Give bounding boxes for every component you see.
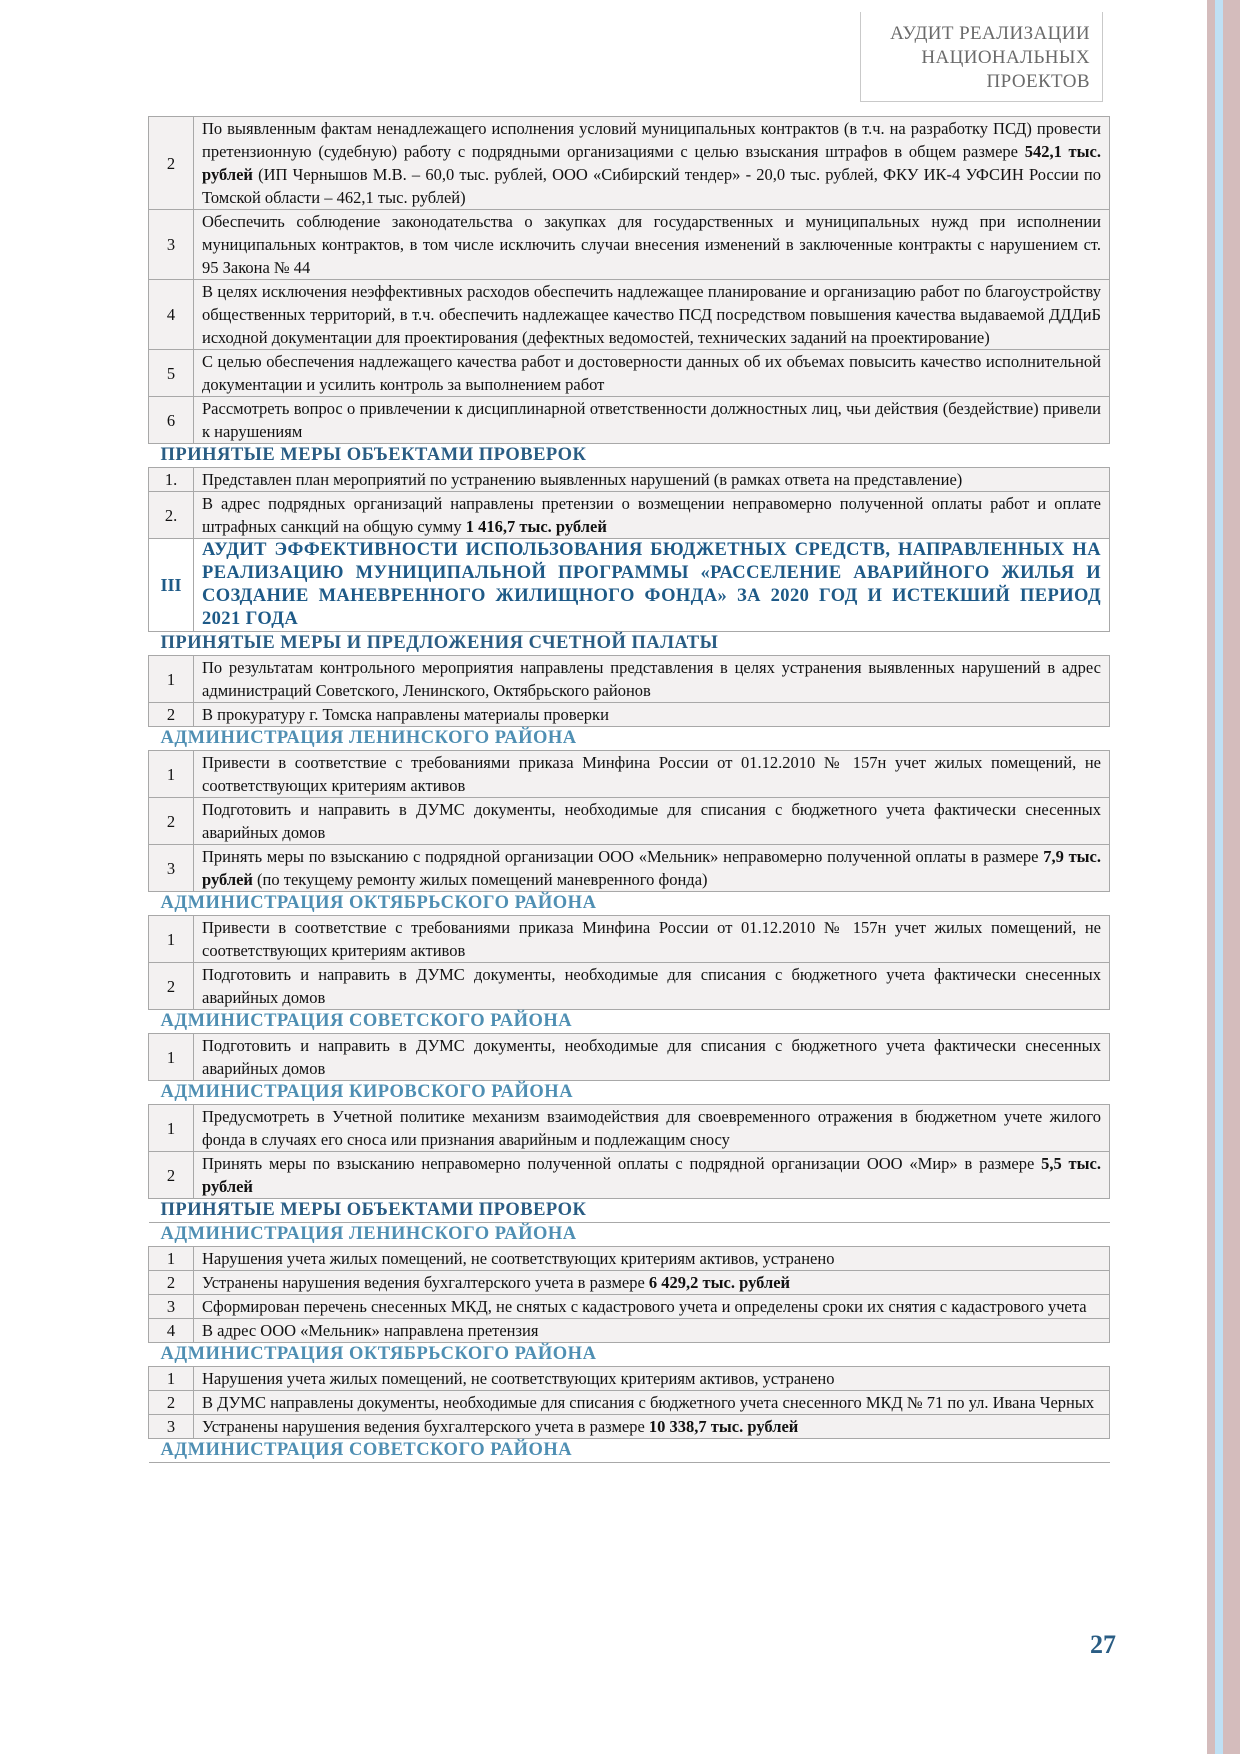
- table-row: [149, 1391, 1110, 1415]
- section-heading-text: ПРИНЯТЫЕ МЕРЫ ОБЪЕКТАМИ ПРОВЕРОК: [149, 444, 1110, 468]
- running-header-line: ПРОЕКТОВ: [986, 71, 1090, 92]
- row-text: Сформирован перечень снесенных МКД, не снятых с кадастрового учета и определены сроки их снятия с кадастрового учета: [194, 1295, 1110, 1319]
- row-text: По результатам контрольного мероприятия направлены представления в целях устранения выявленных нарушений в адрес администраций Советского, Ленинского, Октябрьского районов: [194, 656, 1110, 703]
- section-heading: [149, 727, 1110, 751]
- section-heading: [149, 1223, 1110, 1247]
- table-row: [149, 1271, 1110, 1295]
- row-number: 1: [149, 1105, 194, 1152]
- row-text: Подготовить и направить в ДУМС документы, необходимые для списания с бюджетного учета фактически снесенных аварийных домов: [194, 798, 1110, 845]
- major-section-title: АУДИТ ЭФФЕКТИВНОСТИ ИСПОЛЬЗОВАНИЯ БЮДЖЕТНЫХ СРЕДСТВ, НАПРАВЛЕННЫХ НА РЕАЛИЗАЦИЮ МУНИЦИПАЛЬНОЙ ПРОГРАММЫ «РАССЕЛЕНИЕ АВАРИЙНОГО ЖИЛЬЯ И СОЗДАНИЕ МАНЕВРЕННОГО ЖИЛИЩНОГО ФОНДА» ЗА 2020 ГОД И ИСТЕКШИЙ ПЕРИОД 2021 ГОДА: [194, 539, 1110, 632]
- text-part: Устранены нарушения ведения бухгалтерского учета в размере: [202, 1417, 649, 1436]
- section-heading: [149, 892, 1110, 916]
- row-text: Нарушения учета жилых помещений, не соответствующих критериям активов, устранено: [194, 1247, 1110, 1271]
- table-row: [149, 1105, 1110, 1152]
- running-header-line: АУДИТ РЕАЛИЗАЦИИ: [890, 23, 1090, 44]
- section-heading-text: АДМИНИСТРАЦИЯ СОВЕТСКОГО РАЙОНА: [149, 1010, 1110, 1034]
- section-heading-text: АДМИНИСТРАЦИЯ ОКТЯБРЬСКОГО РАЙОНА: [149, 892, 1110, 916]
- table-row: [149, 1034, 1110, 1081]
- row-number: 3: [149, 1295, 194, 1319]
- row-number: 6: [149, 397, 194, 444]
- row-text: Привести в соответствие с требованиями приказа Минфина России от 01.12.2010 № 157н учет жилых помещений, не соответствующих критериям активов: [194, 751, 1110, 798]
- table-row: [149, 916, 1110, 963]
- table-row: [149, 1367, 1110, 1391]
- section-heading-text: АДМИНИСТРАЦИЯ СОВЕТСКОГО РАЙОНА: [149, 1439, 1110, 1463]
- text-part: По выявленным фактам ненадлежащего исполнения условий муниципальных контрактов (в т.ч. на разработку ПСД) провести претензионную (судебную) работу с подрядными организациями с целью взыскания штрафов в общем размере: [202, 119, 1101, 161]
- text-part: Принять меры по взысканию с подрядной организации ООО «Мельник» неправомерно полученной оплаты в размере: [202, 847, 1044, 866]
- row-number: 2: [149, 1152, 194, 1199]
- running-header-line: НАЦИОНАЛЬНЫХ: [921, 47, 1090, 68]
- row-number: 2: [149, 1271, 194, 1295]
- row-number: 1.: [149, 468, 194, 492]
- table-row: [149, 751, 1110, 798]
- major-section-row: [149, 539, 1110, 632]
- table-row: [149, 468, 1110, 492]
- text-part: Устранены нарушения ведения бухгалтерского учета в размере: [202, 1273, 649, 1292]
- table-row: [149, 1152, 1110, 1199]
- row-text: В ДУМС направлены документы, необходимые для списания с бюджетного учета снесенного МКД № 71 по ул. Ивана Черных: [194, 1391, 1110, 1415]
- section-heading-text: АДМИНИСТРАЦИЯ ЛЕНИНСКОГО РАЙОНА: [149, 1223, 1110, 1247]
- table-row: [149, 963, 1110, 1010]
- section-heading-text: АДМИНИСТРАЦИЯ ЛЕНИНСКОГО РАЙОНА: [149, 727, 1110, 751]
- table-row: [149, 210, 1110, 280]
- row-number: 1: [149, 916, 194, 963]
- table-row: [149, 397, 1110, 444]
- row-number: 1: [149, 751, 194, 798]
- table-row: [149, 492, 1110, 539]
- text-part: (по текущему ремонту жилых помещений маневренного фонда): [252, 870, 708, 889]
- measures-table: [148, 116, 1110, 1463]
- page-number: 27: [1090, 1630, 1116, 1659]
- row-text: [194, 1152, 1110, 1199]
- row-number: 2: [149, 1391, 194, 1415]
- row-number: 4: [149, 1319, 194, 1343]
- row-text: [194, 1271, 1110, 1295]
- table-row: [149, 1295, 1110, 1319]
- page-edge-stripe: [1207, 0, 1240, 1754]
- running-header: [860, 12, 1103, 102]
- row-text: [194, 117, 1110, 210]
- table-row: [149, 703, 1110, 727]
- text-part: В адрес подрядных организаций направлены претензии о возмещении неправомерно полученной оплаты работ и оплате штрафных санкций на общую сумму: [202, 494, 1101, 536]
- row-number: 1: [149, 1034, 194, 1081]
- row-number: 3: [149, 210, 194, 280]
- row-number: 1: [149, 656, 194, 703]
- row-text: В прокуратуру г. Томска направлены материалы проверки: [194, 703, 1110, 727]
- table-row: [149, 845, 1110, 892]
- row-text: Нарушения учета жилых помещений, не соответствующих критериям активов, устранено: [194, 1367, 1110, 1391]
- row-text: Представлен план мероприятий по устранению выявленных нарушений (в рамках ответа на представление): [194, 468, 1110, 492]
- section-heading-text: ПРИНЯТЫЕ МЕРЫ И ПРЕДЛОЖЕНИЯ СЧЕТНОЙ ПАЛАТЫ: [149, 632, 1110, 656]
- row-text: [194, 1415, 1110, 1439]
- major-section-number: III: [149, 539, 194, 632]
- row-text: С целью обеспечения надлежащего качества работ и достоверности данных об их объемах повысить качество исполнительной документации и усилить контроль за выполнением работ: [194, 350, 1110, 397]
- row-text: Рассмотреть вопрос о привлечении к дисциплинарной ответственности должностных лиц, чьи действия (бездействие) привели к нарушениям: [194, 397, 1110, 444]
- page-edge-stripe-inner: [1215, 0, 1223, 1754]
- row-number: 1: [149, 1367, 194, 1391]
- row-number: 2.: [149, 492, 194, 539]
- table-row: [149, 1319, 1110, 1343]
- table-row: [149, 1247, 1110, 1271]
- table-row: [149, 1415, 1110, 1439]
- row-number: 1: [149, 1247, 194, 1271]
- section-heading: [149, 1010, 1110, 1034]
- row-text: Привести в соответствие с требованиями приказа Минфина России от 01.12.2010 № 157н учет жилых помещений, не соответствующих критериям активов: [194, 916, 1110, 963]
- section-heading-text: АДМИНИСТРАЦИЯ ОКТЯБРЬСКОГО РАЙОНА: [149, 1343, 1110, 1367]
- row-number: 2: [149, 703, 194, 727]
- section-heading: [149, 1199, 1110, 1223]
- text-part: Принять меры по взысканию неправомерно полученной оплаты с подрядной организации ООО «Мир» в размере: [202, 1154, 1042, 1173]
- amount: 6 429,2 тыс. рублей: [648, 1273, 791, 1292]
- row-text: Обеспечить соблюдение законодательства о закупках для государственных и муниципальных нужд при исполнении муниципальных контрактов, в том числе исключить случаи внесения изменений в заключенные контракты с нарушением ст. 95 Закона № 44: [194, 210, 1110, 280]
- row-text: Подготовить и направить в ДУМС документы, необходимые для списания с бюджетного учета фактически снесенных аварийных домов: [194, 963, 1110, 1010]
- row-text: В адрес ООО «Мельник» направлена претензия: [194, 1319, 1110, 1343]
- row-number: 5: [149, 350, 194, 397]
- amount: 10 338,7 тыс. рублей: [648, 1417, 799, 1436]
- row-text: Предусмотреть в Учетной политике механизм взаимодействия для своевременного отражения в бюджетном учете жилого фонда в случаях его сноса или признания аварийным и подлежащим сносу: [194, 1105, 1110, 1152]
- row-text: Подготовить и направить в ДУМС документы, необходимые для списания с бюджетного учета фактически снесенных аварийных домов: [194, 1034, 1110, 1081]
- row-text: В целях исключения неэффективных расходов обеспечить надлежащее планирование и организацию работ по благоустройству общественных территорий, в т.ч. обеспечить надлежащее качество ПСД посредством повышения качества выдаваемой ДДДиБ исходной документации для проектирования (дефектных ведомостей, технических заданий на проектирование): [194, 280, 1110, 350]
- section-heading: [149, 444, 1110, 468]
- table-row: [149, 350, 1110, 397]
- row-text: [194, 845, 1110, 892]
- section-heading-text: ПРИНЯТЫЕ МЕРЫ ОБЪЕКТАМИ ПРОВЕРОК: [149, 1199, 1110, 1223]
- row-text: [194, 492, 1110, 539]
- row-number: 2: [149, 963, 194, 1010]
- table-row: [149, 798, 1110, 845]
- table-row: [149, 280, 1110, 350]
- row-number: 2: [149, 798, 194, 845]
- text-part: (ИП Чернышов М.В. – 60,0 тыс. рублей, ООО «Сибирский тендер» - 20,0 тыс. рублей, ФКУ ИК-4 УФСИН России по Томской области – 462,1 тыс. рублей): [202, 165, 1101, 207]
- amount: 5,5 тыс. рублей: [202, 1154, 1101, 1196]
- section-heading: [149, 1439, 1110, 1463]
- table-row: [149, 656, 1110, 703]
- section-heading: [149, 632, 1110, 656]
- table-row: [149, 117, 1110, 210]
- row-number: 3: [149, 845, 194, 892]
- row-number: 2: [149, 117, 194, 210]
- amount: 1 416,7 тыс. рублей: [465, 517, 607, 536]
- section-heading: [149, 1081, 1110, 1105]
- row-number: 4: [149, 280, 194, 350]
- amount: 7,9 тыс. рублей: [202, 847, 1102, 889]
- amount: 542,1 тыс. рублей: [202, 142, 1101, 184]
- row-number: 3: [149, 1415, 194, 1439]
- section-heading-text: АДМИНИСТРАЦИЯ КИРОВСКОГО РАЙОНА: [149, 1081, 1110, 1105]
- section-heading: [149, 1343, 1110, 1367]
